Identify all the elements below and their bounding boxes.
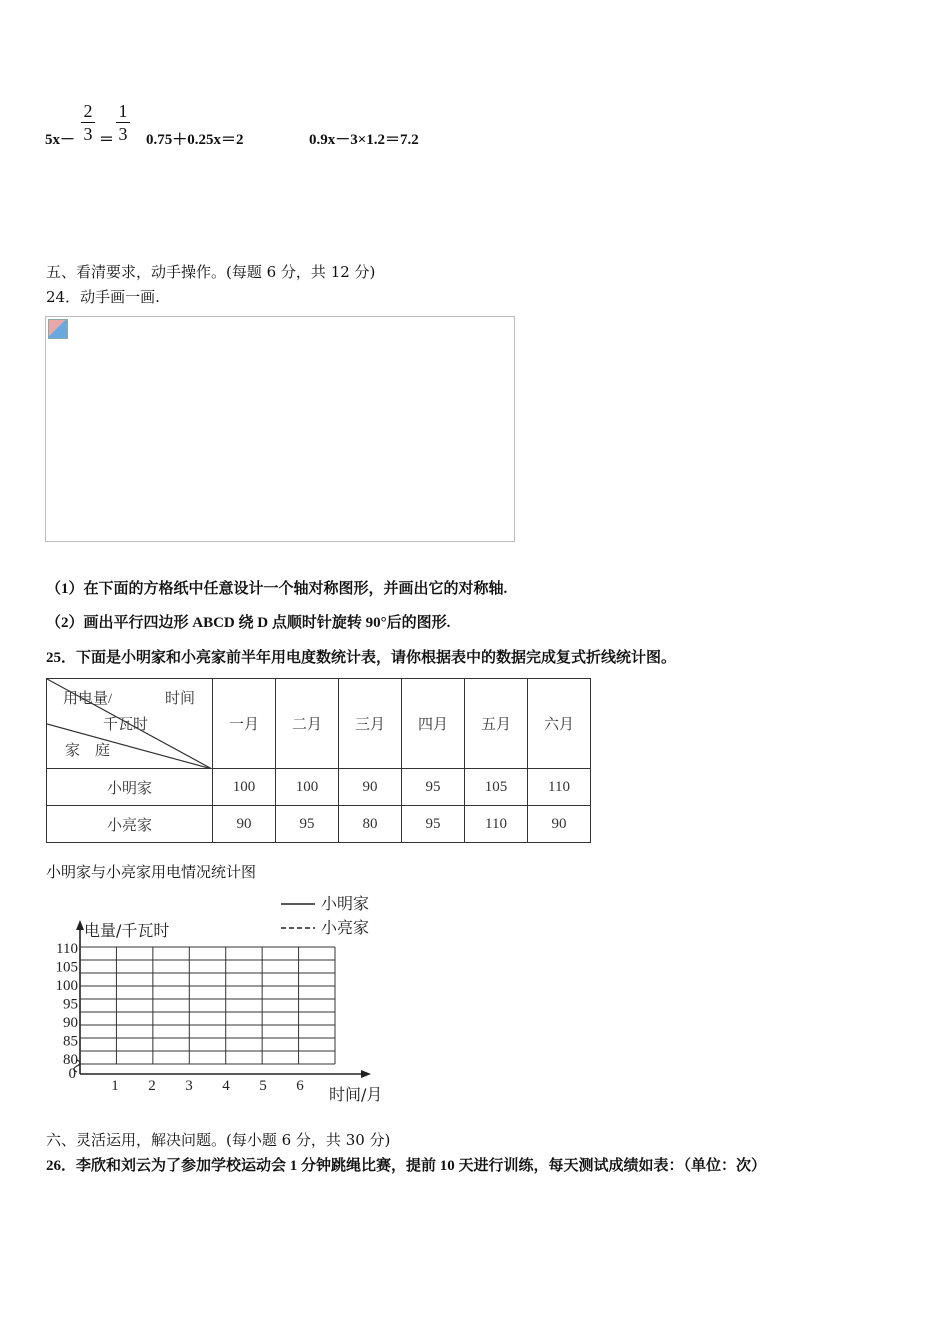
y-tick-label: 85 [63, 1033, 78, 1050]
table-header-diagonal [47, 679, 213, 769]
header-family-label: 家 庭 [65, 743, 111, 759]
chart-title: 小明家与小亮家用电情况统计图 [46, 864, 257, 881]
y-tick-label: 110 [56, 941, 78, 957]
month-header: 二月 [276, 679, 339, 769]
y-tick-label: 105 [55, 959, 78, 976]
line-chart [40, 892, 400, 1112]
question-24-part-2: （2）画出平行四边形 ABCD 绕 D 点顺时针旋转 90°后的图形. [46, 615, 451, 631]
table-cell: 105 [465, 769, 528, 806]
row-label: 小明家 [47, 769, 213, 806]
broken-image-icon [48, 319, 68, 339]
eq1-equals: ＝ [99, 132, 115, 148]
section-5-heading: 五、看清要求，动手操作。(每题 6 分，共 12 分) [46, 263, 376, 281]
table-cell: 110 [528, 769, 591, 806]
equation-1 [45, 128, 75, 149]
eq1-fraction-1 [80, 101, 96, 144]
header-top-label: 用电量/ [63, 691, 113, 707]
electricity-table [46, 678, 591, 843]
question-24-part-1: （1）在下面的方格纸中任意设计一个轴对称图形，并画出它的对称轴. [46, 581, 508, 597]
y-tick-label: 0 [68, 1066, 76, 1082]
fraction-bar [116, 122, 130, 123]
eq1-frac2-denominator: 3 [118, 124, 128, 144]
y-tick-label: 80 [63, 1052, 78, 1068]
table-cell: 90 [339, 769, 402, 806]
y-axis-arrow [76, 920, 84, 930]
month-header: 一月 [213, 679, 276, 769]
eq1-prefix: 5x－ [45, 132, 76, 148]
question-24: 24．动手画一画. [46, 288, 160, 306]
x-tick-label: 3 [185, 1078, 193, 1094]
month-header: 三月 [339, 679, 402, 769]
table-row [47, 769, 591, 806]
x-tick-label: 2 [148, 1078, 156, 1094]
x-axis-arrow [361, 1070, 371, 1078]
table-cell: 95 [402, 806, 465, 843]
month-header: 六月 [528, 679, 591, 769]
table-cell: 80 [339, 806, 402, 843]
question-25: 25．下面是小明家和小亮家前半年用电度数统计表，请你根据表中的数据完成复式折线统计图。 [46, 650, 677, 666]
eq1-frac1-denominator: 3 [83, 124, 93, 144]
table-cell: 95 [276, 806, 339, 843]
table-cell: 100 [276, 769, 339, 806]
table-cell: 100 [213, 769, 276, 806]
x-tick-label: 1 [111, 1078, 119, 1094]
table-cell: 110 [465, 806, 528, 843]
eq1-frac1-numerator: 2 [83, 101, 93, 121]
fraction-bar [81, 122, 95, 123]
legend-label: 小亮家 [321, 918, 370, 937]
x-tick-label: 6 [296, 1078, 304, 1094]
image-placeholder [45, 316, 515, 542]
x-tick-label: 4 [222, 1078, 230, 1094]
header-time-label: 时间 [165, 691, 196, 707]
legend-label: 小明家 [321, 894, 370, 913]
header-unit-label: 千瓦时 [103, 717, 149, 733]
x-axis-label: 时间/月 [329, 1085, 383, 1104]
table-cell: 90 [528, 806, 591, 843]
section-6-heading: 六、灵活运用，解决问题。(每小题 6 分，共 30 分) [46, 1131, 391, 1149]
table-cell: 90 [213, 806, 276, 843]
equation-3: 0.9x－3×1.2＝7.2 [309, 132, 419, 148]
month-header: 五月 [465, 679, 528, 769]
y-axis-label: 电量/千瓦时 [84, 921, 170, 940]
y-tick-label: 90 [63, 1015, 78, 1031]
x-tick-label: 5 [259, 1078, 267, 1094]
table-cell: 95 [402, 769, 465, 806]
y-tick-label: 100 [55, 978, 78, 994]
row-label: 小亮家 [47, 806, 213, 843]
eq1-frac2-numerator: 1 [118, 101, 128, 121]
equation-2: 0.75＋0.25x＝2 [146, 132, 244, 148]
table-row [47, 806, 591, 843]
y-tick-label: 95 [63, 996, 78, 1013]
eq1-fraction-2 [115, 101, 131, 144]
month-header: 四月 [402, 679, 465, 769]
question-26: 26．李欣和刘云为了参加学校运动会 1 分钟跳绳比赛，提前 10 天进行训练，每天测试成绩如表：（单位：次） [46, 1158, 767, 1174]
